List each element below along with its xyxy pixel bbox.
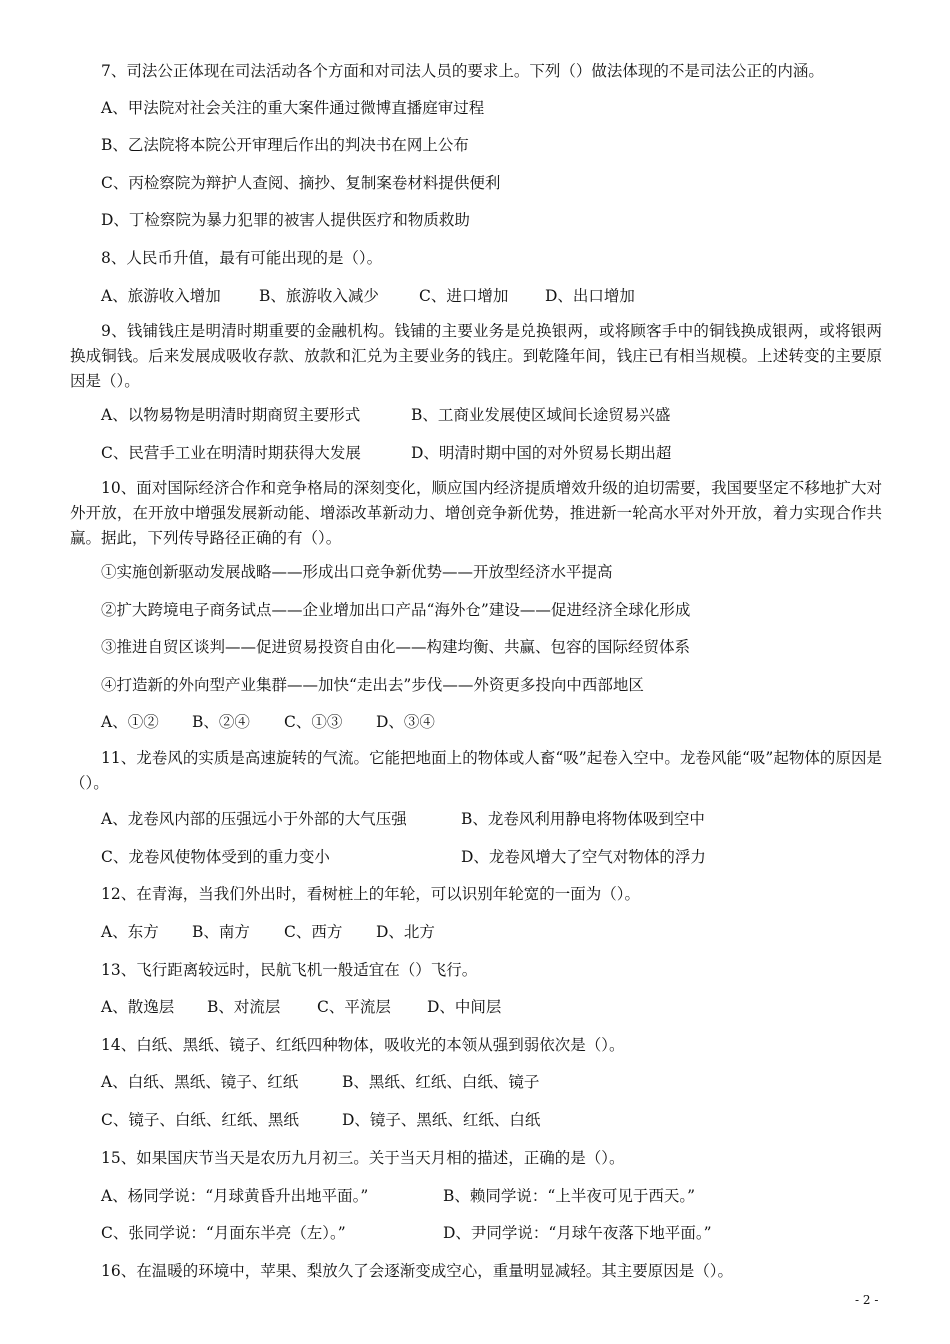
question-10-statement-2: ②扩大跨境电子商务试点——企业增加出口产品“海外仓”建设——促进经济全球化形成 <box>101 601 691 619</box>
page-number: - 2 - <box>855 1293 879 1307</box>
question-10-option-c: C、①③ <box>284 713 343 731</box>
question-15-option-a: A、杨同学说：“月球黄昏升出地平面。” <box>101 1187 369 1205</box>
question-14-option-a: A、白纸、黑纸、镜子、红纸 <box>101 1073 299 1091</box>
question-13-option-b: B、对流层 <box>207 998 281 1016</box>
question-13-option-a: A、散逸层 <box>101 998 175 1016</box>
question-9-stem: 9、钱铺钱庄是明清时期重要的金融机构。钱铺的主要业务是兑换银两，或将顾客手中的铜钱换成银两，或将银两换成铜钱。后来发展成吸收存款、放款和汇兑为主要业务的钱庄。到乾隆年间，钱庄已有相当规模。上述转变的主要原因是（）。 <box>70 322 882 390</box>
question-11-option-a: A、龙卷风内部的压强远小于外部的大气压强 <box>101 810 407 828</box>
question-15-option-c: C、张同学说：“月面东半亮（左）。” <box>101 1224 346 1242</box>
question-12-option-c: C、西方 <box>284 923 343 941</box>
question-7-option-c: C、丙检察院为辩护人查阅、摘抄、复制案卷材料提供便利 <box>101 174 501 192</box>
question-14-options-row-1 <box>101 1072 539 1092</box>
question-10-option-b: B、②④ <box>192 713 250 731</box>
question-14-option-d: D、镜子、黑纸、红纸、白纸 <box>342 1111 541 1129</box>
question-11-option-b: B、龙卷风利用静电将物体吸到空中 <box>461 810 705 828</box>
question-10-statement-3: ③推进自贸区谈判——促进贸易投资自由化——构建均衡、共赢、包容的国际经贸体系 <box>101 638 691 656</box>
question-9-option-c: C、民营手工业在明清时期获得大发展 <box>101 444 361 462</box>
question-10-option-a: A、①② <box>101 713 159 731</box>
question-13-options <box>101 997 501 1017</box>
question-7-stem: 7、司法公正体现在司法活动各个方面和对司法人员的要求上。下列（）做法体现的不是司法公正的内涵。 <box>101 62 824 80</box>
question-7-option-a: A、甲法院对社会关注的重大案件通过微博直播庭审过程 <box>101 99 485 117</box>
question-15-options-row-2 <box>101 1223 712 1243</box>
question-12-stem: 12、在青海，当我们外出时，看树桩上的年轮，可以识别年轮宽的一面为（）。 <box>101 885 640 903</box>
question-14-stem: 14、白纸、黑纸、镜子、红纸四种物体，吸收光的本领从强到弱依次是（）。 <box>101 1036 625 1054</box>
question-12-option-d: D、北方 <box>376 923 435 941</box>
question-11-option-d: D、龙卷风增大了空气对物体的浮力 <box>461 848 706 866</box>
question-9-option-d: D、明清时期中国的对外贸易长期出超 <box>411 444 672 462</box>
question-8-stem: 8、人民币升值，最有可能出现的是（）。 <box>101 249 383 267</box>
question-11-options-row-1 <box>101 809 705 829</box>
question-9-option-b: B、工商业发展使区域间长途贸易兴盛 <box>411 406 671 424</box>
question-10-stem: 10、面对国际经济合作和竞争格局的深刻变化，顺应国内经济提质增效升级的迫切需要，我国要坚定不移地扩大对外开放，在开放中增强发展新动能、增添改革新动力、增创竞争新优势，推进新一轮高水平对外开放，着力实现合作共赢。据此，下列传导路径正确的有（）。 <box>70 479 882 547</box>
question-14-options-row-2 <box>101 1110 540 1130</box>
question-15-option-b: B、赖同学说：“上半夜可见于西天。” <box>443 1187 695 1205</box>
question-12-options <box>101 922 435 942</box>
question-8-option-d: D、出口增加 <box>545 287 635 305</box>
question-8-option-a: A、旅游收入增加 <box>101 287 221 305</box>
question-7-option-b: B、乙法院将本院公开审理后作出的判决书在网上公布 <box>101 136 469 154</box>
question-9-option-a: A、以物易物是明清时期商贸主要形式 <box>101 406 361 424</box>
question-15-options-row-1 <box>101 1186 695 1206</box>
question-10-options <box>101 712 435 732</box>
question-15-option-d: D、尹同学说：“月球午夜落下地平面。” <box>443 1224 712 1242</box>
question-10-option-d: D、③④ <box>376 713 435 731</box>
question-16-stem: 16、在温暖的环境中，苹果、梨放久了会逐渐变成空心，重量明显减轻。其主要原因是（）。 <box>101 1262 733 1280</box>
question-7-option-d: D、丁检察院为暴力犯罪的被害人提供医疗和物质救助 <box>101 211 470 229</box>
question-12-option-a: A、东方 <box>101 923 159 941</box>
question-8-option-c: C、进口增加 <box>419 287 509 305</box>
question-12-option-b: B、南方 <box>192 923 250 941</box>
question-11-option-c: C、龙卷风使物体受到的重力变小 <box>101 848 330 866</box>
question-15-stem: 15、如果国庆节当天是农历九月初三。关于当天月相的描述，正确的是（）。 <box>101 1149 625 1167</box>
question-9-options-row-1 <box>101 405 670 425</box>
question-13-option-c: C、平流层 <box>317 998 391 1016</box>
question-11-stem: 11、龙卷风的实质是高速旋转的气流。它能把地面上的物体或人畜“吸”起卷入空中。龙卷风能“吸”起物体的原因是（）。 <box>70 749 882 792</box>
question-10-statement-1: ①实施创新驱动发展战略——形成出口竞争新优势——开放型经济水平提高 <box>101 563 613 581</box>
question-8-option-b: B、旅游收入减少 <box>259 287 379 305</box>
question-13-stem: 13、飞行距离较远时，民航飞机一般适宜在（）飞行。 <box>101 961 478 979</box>
question-11-options-row-2 <box>101 847 706 867</box>
question-9-options-row-2 <box>101 443 671 463</box>
question-13-option-d: D、中间层 <box>427 998 502 1016</box>
question-14-option-b: B、黑纸、红纸、白纸、镜子 <box>342 1073 540 1091</box>
question-8-options <box>101 286 635 306</box>
question-10-statement-4: ④打造新的外向型产业集群——加快“走出去”步伐——外资更多投向中西部地区 <box>101 676 644 694</box>
question-14-option-c: C、镜子、白纸、红纸、黑纸 <box>101 1111 299 1129</box>
